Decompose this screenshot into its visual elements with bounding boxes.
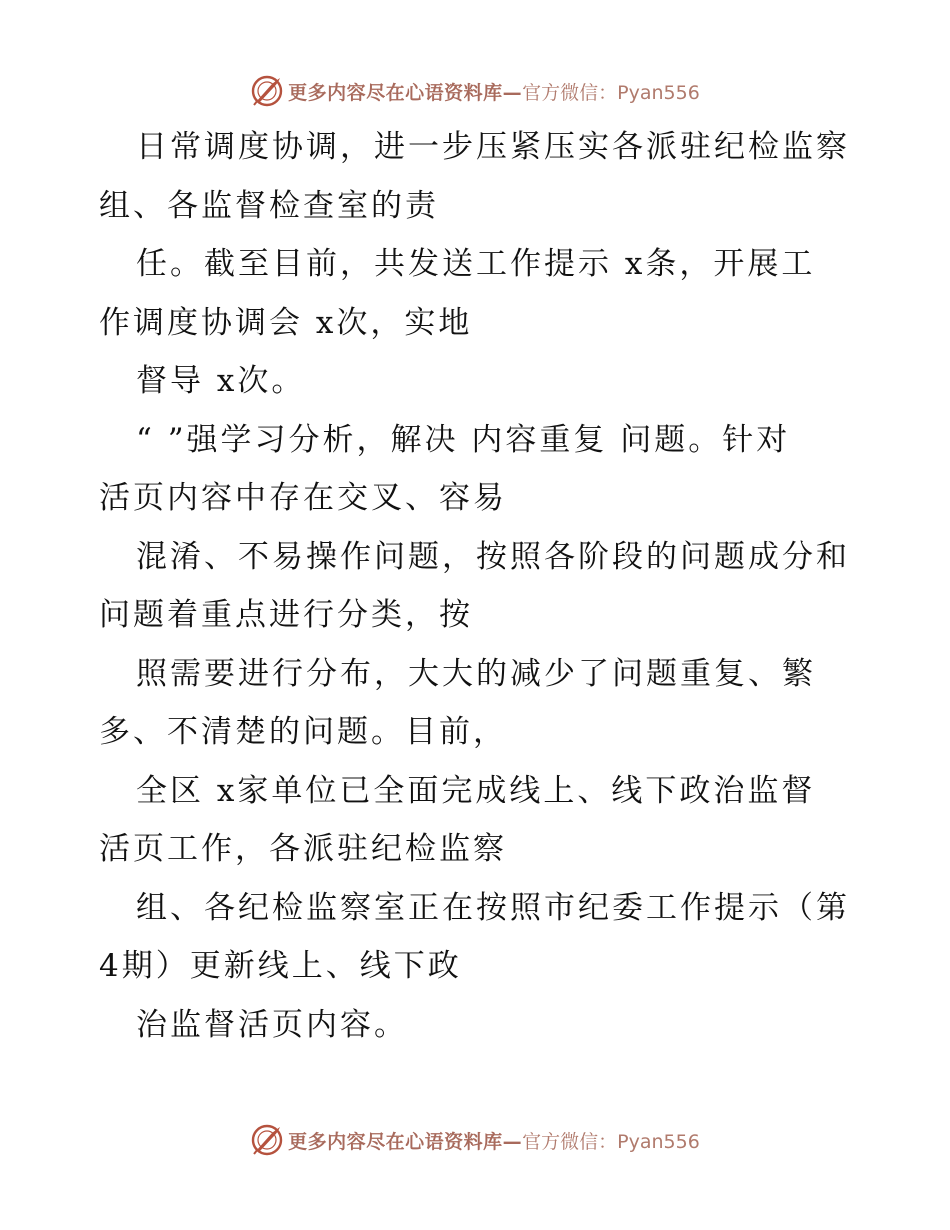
paragraph-line: 作调度协调会 x次，实地 — [99, 304, 473, 341]
paragraph-line: 督导 x次。 — [136, 363, 306, 399]
paragraph-line: 全区 x家单位已全面完成线上、线下政治监督 — [136, 772, 816, 809]
paragraph-line: 照需要进行分布，大大的减少了问题重复、繁 — [136, 655, 816, 692]
quill-pen-logo-icon — [250, 74, 284, 108]
banner-wechat-text: 官方微信：Pyan556 — [522, 1130, 700, 1153]
paragraph-line: 活页内容中存在交叉、容易 — [99, 480, 507, 516]
paragraph-line: “ ”强学习分析，解决 内容重复 问题。针对 — [136, 421, 791, 458]
paragraph-line: 4期）更新线上、线下政 — [99, 948, 462, 984]
paragraph-line: 任。截至目前，共发送工作提示 x条，开展工 — [136, 246, 816, 282]
paragraph-line: 日常调度协调，进一步压紧压实各派驻纪检监察 — [136, 129, 850, 165]
paragraph-line: 活页工作，各派驻纪检监察 — [99, 831, 507, 867]
header-banner[interactable] — [0, 71, 950, 111]
document-body — [99, 118, 859, 1054]
paragraph-line: 混淆、不易操作问题，按照各阶段的问题成分和 — [136, 538, 850, 575]
banner-site-text: 更多内容尽在心语资料库— — [288, 81, 523, 104]
banner-site-text: 更多内容尽在心语资料库— — [288, 1130, 523, 1153]
quill-pen-logo-icon — [250, 1123, 284, 1157]
paragraph-line: 多、不清楚的问题。目前， — [99, 714, 507, 750]
paragraph-line: 治监督活页内容。 — [136, 1006, 408, 1043]
footer-banner[interactable] — [0, 1120, 950, 1160]
paragraph-line: 问题着重点进行分类，按 — [99, 597, 473, 633]
banner-wechat-text: 官方微信：Pyan556 — [522, 81, 700, 104]
paragraph-line: 组、各纪检监察室正在按照市纪委工作提示（第 — [136, 889, 850, 926]
paragraph-line: 组、各监督检查室的责 — [99, 187, 439, 224]
